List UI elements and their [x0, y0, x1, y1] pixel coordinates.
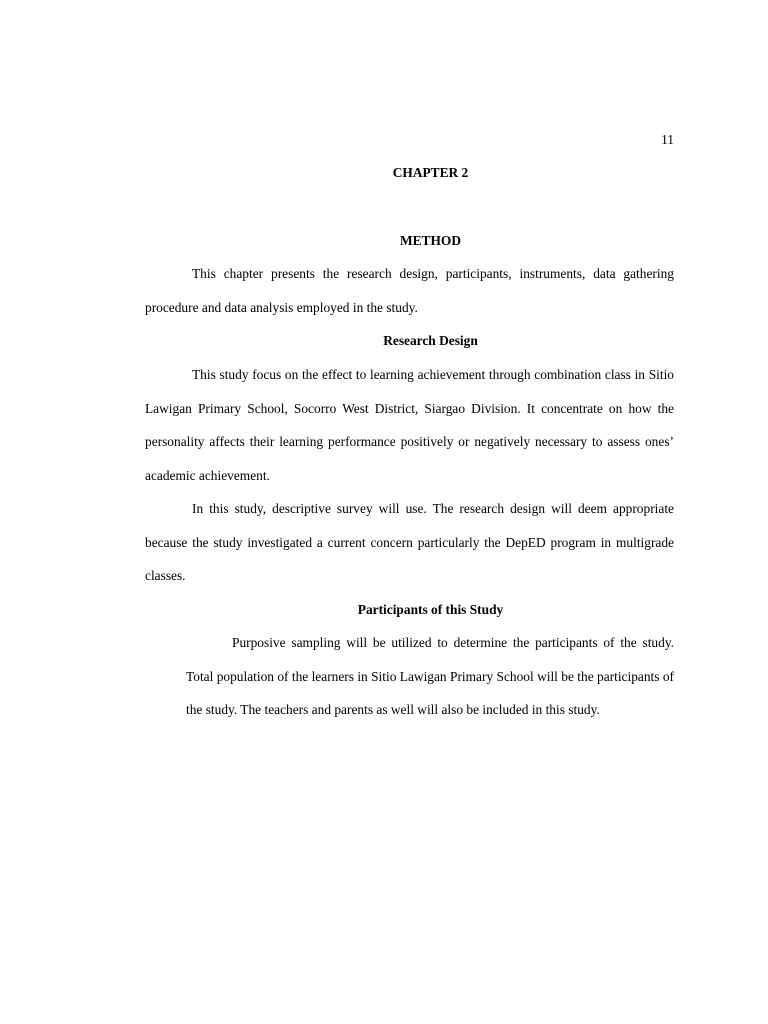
chapter-title: CHAPTER 2: [392, 165, 469, 180]
participants-heading: Participants of this Study: [357, 602, 504, 617]
intro-paragraph: This chapter presents the research design, participants, instruments, data gathering procedure and data analysis employed in the study.: [145, 266, 674, 315]
participants-paragraph: Purposive sampling will be utilized to determine the participants of the study. Total population of the learners in Sitio Lawigan Primary School will be the participants of the study. The teachers and parents as well will also be included in this study.: [186, 635, 674, 718]
research-design-paragraph-2: In this study, descriptive survey will use. The research design will deem appropriate because the study investigated a current concern particularly the DepED program in multigrade classes.: [145, 501, 674, 584]
research-design-heading: Research Design: [383, 333, 478, 348]
section-title: METHOD: [399, 233, 461, 248]
research-design-paragraph-1: This study focus on the effect to learning achievement through combination class in Sitio Lawigan Primary School, Socorro West District, Siargao Division. It concentrate on how the personality affects their learning performance positively or negatively necessary to assess ones’ academic achievement.: [145, 367, 674, 483]
page-number: 11: [661, 132, 674, 147]
